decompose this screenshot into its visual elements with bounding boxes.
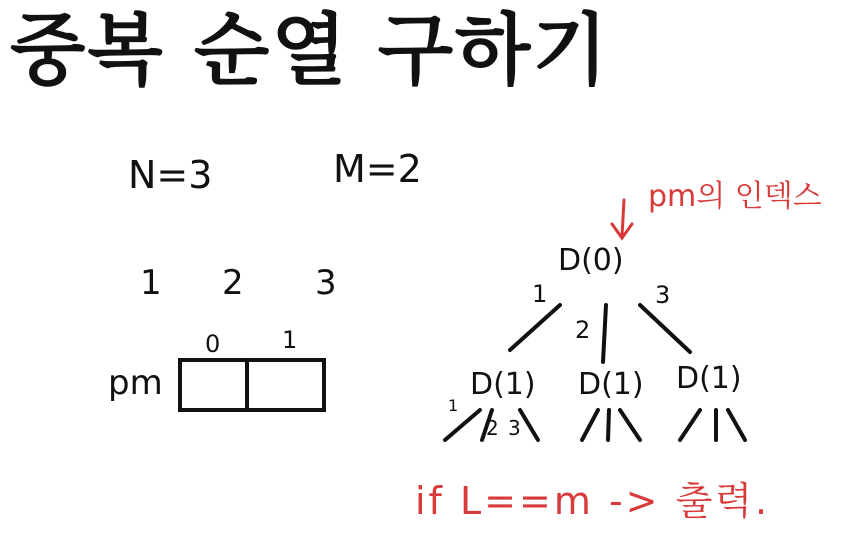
pm-index-1: 1 [282,326,298,354]
leaf-branch-3c [728,410,745,440]
leaf-edge-label-3: 3 [508,416,521,440]
leaf-edge-label-1: 1 [448,396,459,415]
branch-root-left [510,305,560,350]
tree-root-node: D(0) [558,243,624,278]
root-annotation: pm의 인덱스 [648,179,822,214]
param-n: N=3 [128,153,213,197]
root-edge-label-1: 1 [532,280,548,308]
branch-root-right [640,305,690,352]
leaf-branch-1c [520,410,538,440]
annotation-arrow-shaft [622,200,624,236]
param-m: M=2 [333,147,422,191]
leaf-branch-2c [620,410,640,440]
root-edge-label-2: 2 [575,316,591,344]
leaf-branch-3a [680,410,700,440]
branch-root-middle [603,305,606,362]
tree-child-node-3: D(1) [676,361,742,396]
number-1: 1 [140,263,162,303]
number-2: 2 [222,263,244,303]
pm-array-label: pm [108,363,163,403]
page-title: 중복 순열 구하기 [10,6,610,96]
termination-condition: if L==m -> 출력. [415,479,771,523]
pm-index-0: 0 [205,330,221,358]
root-edge-label-3: 3 [655,281,671,309]
tree-child-node-1: D(1) [470,367,536,402]
leaf-branch-2b [608,410,609,440]
pm-array-box [180,360,324,410]
leaf-edge-label-2: 2 [486,416,499,440]
number-3: 3 [315,263,337,303]
tree-child-node-2: D(1) [578,367,644,402]
leaf-branch-2a [582,410,598,440]
